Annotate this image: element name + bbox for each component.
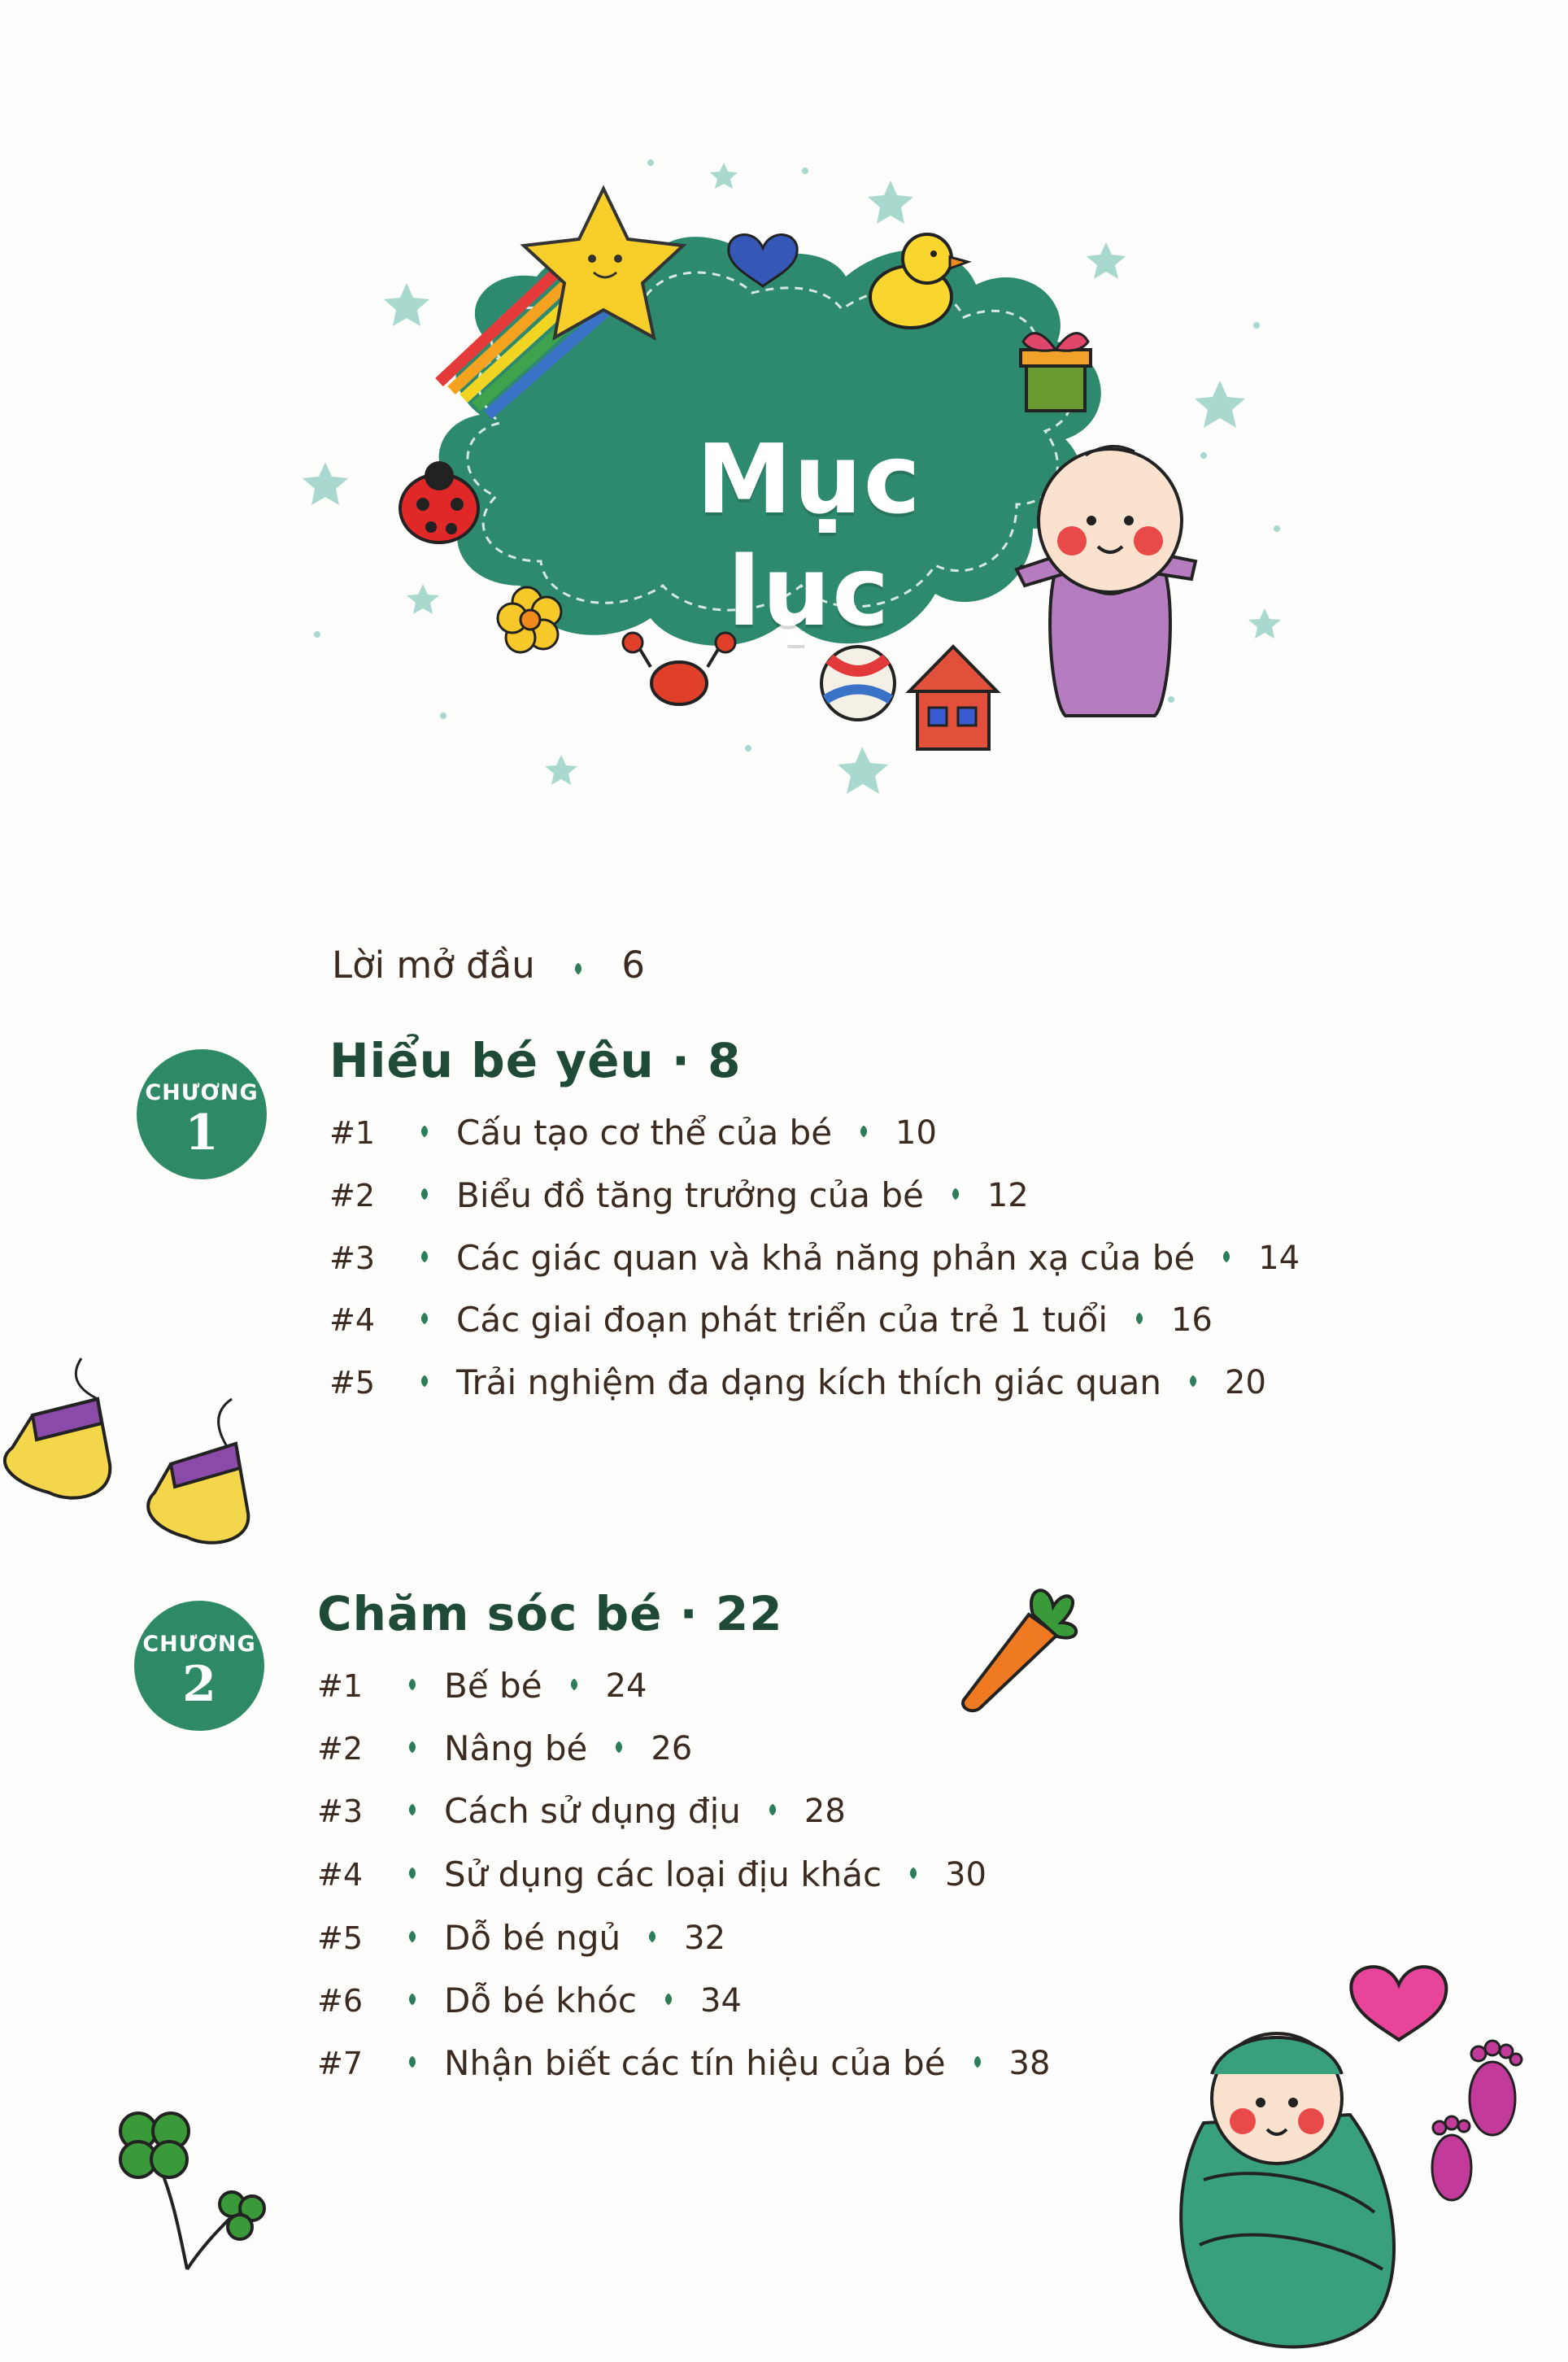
entry-number: #3 bbox=[329, 1240, 376, 1276]
entry-number: #5 bbox=[329, 1364, 376, 1401]
entry-label: Cấu tạo cơ thể của bé bbox=[456, 1113, 833, 1153]
entry-number: #1 bbox=[317, 1667, 364, 1704]
leaf-separator-icon bbox=[571, 961, 586, 976]
swaddled-baby-icon bbox=[1155, 1936, 1561, 2359]
entry-page: 16 bbox=[1170, 1301, 1213, 1339]
entry-number: #7 bbox=[317, 2045, 364, 2081]
chapter-badge-2 bbox=[134, 1601, 264, 1731]
chapter-badge-number: 1 bbox=[185, 1105, 219, 1161]
entry-page: 10 bbox=[895, 1113, 937, 1152]
entry-page: 30 bbox=[945, 1855, 987, 1894]
leaf-separator-icon bbox=[405, 1866, 420, 1880]
entry-number: #1 bbox=[329, 1114, 376, 1151]
leaf-separator-icon bbox=[417, 1124, 432, 1139]
leaf-separator-icon bbox=[970, 2055, 985, 2069]
toc-entry[interactable] bbox=[317, 1981, 742, 2020]
toc-entry[interactable] bbox=[329, 1175, 1029, 1215]
entry-number: #2 bbox=[317, 1730, 364, 1767]
entry-number: #4 bbox=[317, 1856, 364, 1893]
leaf-separator-icon bbox=[567, 1677, 581, 1692]
leaf-separator-icon bbox=[948, 1187, 963, 1201]
leaf-separator-icon bbox=[906, 1866, 921, 1880]
intro-label: Lời mở đầu bbox=[332, 943, 535, 987]
entry-page: 14 bbox=[1258, 1239, 1300, 1277]
carrot-icon bbox=[952, 1578, 1090, 1724]
leaf-separator-icon bbox=[405, 1740, 420, 1754]
intro-entry[interactable] bbox=[332, 943, 645, 987]
entry-label: Nhận biết các tín hiệu của bé bbox=[444, 2043, 946, 2083]
house-icon bbox=[909, 647, 997, 749]
leaf-separator-icon bbox=[661, 1992, 676, 2007]
leaf-separator-icon bbox=[1186, 1374, 1200, 1388]
entry-page: 28 bbox=[804, 1792, 846, 1830]
entry-page: 38 bbox=[1008, 2044, 1051, 2082]
entry-label: Nâng bé bbox=[444, 1728, 588, 1768]
footprints-icon bbox=[1432, 2041, 1522, 2200]
entry-page: 20 bbox=[1225, 1363, 1266, 1401]
toc-entry[interactable] bbox=[317, 2043, 1050, 2083]
entry-page: 32 bbox=[684, 1919, 726, 1957]
leaf-separator-icon bbox=[417, 1374, 432, 1388]
chapter-badge-label: CHƯƠNG bbox=[142, 1632, 256, 1657]
toc-entry[interactable] bbox=[317, 1918, 725, 1958]
chapter-title-1[interactable]: Hiểu bé yêu · 8 bbox=[329, 1033, 742, 1088]
leaf-separator-icon bbox=[417, 1187, 432, 1201]
entry-page: 26 bbox=[651, 1729, 693, 1767]
heart-icon bbox=[1351, 1967, 1446, 2040]
leaf-separator-icon bbox=[417, 1249, 432, 1264]
entry-label: Dỗ bé ngủ bbox=[444, 1918, 621, 1958]
chapter-title-2[interactable]: Chăm sóc bé · 22 bbox=[317, 1586, 783, 1641]
leaf-separator-icon bbox=[405, 1677, 420, 1692]
leaf-separator-icon bbox=[1132, 1311, 1147, 1326]
leaf-separator-icon bbox=[405, 1929, 420, 1944]
toc-entry[interactable] bbox=[329, 1300, 1213, 1340]
toc-entry[interactable] bbox=[329, 1113, 937, 1153]
entry-label: Các giác quan và khả năng phản xạ của bé bbox=[456, 1238, 1196, 1278]
entry-number: #5 bbox=[317, 1920, 364, 1956]
leaf-separator-icon bbox=[612, 1740, 626, 1754]
page-title: Mục lục bbox=[696, 423, 922, 647]
socks-icon bbox=[0, 1342, 293, 1570]
entry-number: #3 bbox=[317, 1793, 364, 1829]
flower-icon bbox=[498, 587, 561, 652]
leaf-separator-icon bbox=[405, 2055, 420, 2069]
toc-entry[interactable] bbox=[317, 1791, 846, 1831]
entry-label: Các giai đoạn phát triển của trẻ 1 tuổi bbox=[456, 1300, 1108, 1340]
ball-icon bbox=[821, 647, 895, 720]
leaf-separator-icon bbox=[765, 1802, 780, 1817]
entry-label: Cách sử dụng địu bbox=[444, 1791, 741, 1831]
entry-label: Trải nghiệm đa dạng kích thích giác quan bbox=[456, 1362, 1161, 1402]
entry-label: Biểu đồ tăng trưởng của bé bbox=[456, 1175, 924, 1215]
toc-entry[interactable] bbox=[317, 1666, 647, 1706]
toc-entry[interactable] bbox=[329, 1362, 1266, 1402]
entry-label: Dỗ bé khóc bbox=[444, 1981, 637, 2020]
chapter-badge-1 bbox=[137, 1049, 267, 1179]
chapter-badge-number: 2 bbox=[182, 1656, 216, 1713]
chapter-badge-label: CHƯƠNG bbox=[145, 1080, 259, 1105]
leaf-separator-icon bbox=[645, 1929, 660, 1944]
leaf-separator-icon bbox=[1219, 1249, 1234, 1264]
entry-page: 34 bbox=[700, 1981, 742, 2020]
leaf-separator-icon bbox=[405, 1992, 420, 2007]
clover-icon bbox=[98, 2066, 277, 2277]
leaf-separator-icon bbox=[856, 1124, 871, 1139]
entry-number: #2 bbox=[329, 1177, 376, 1214]
toc-entry[interactable] bbox=[317, 1728, 692, 1768]
toc-entry[interactable] bbox=[317, 1854, 987, 1894]
intro-page: 6 bbox=[621, 943, 646, 987]
entry-number: #4 bbox=[329, 1301, 376, 1338]
entry-page: 12 bbox=[987, 1176, 1029, 1214]
entry-number: #6 bbox=[317, 1982, 364, 2019]
entry-label: Sử dụng các loại địu khác bbox=[444, 1854, 882, 1894]
entry-label: Bế bé bbox=[444, 1666, 542, 1706]
leaf-separator-icon bbox=[417, 1311, 432, 1326]
leaf-separator-icon bbox=[405, 1802, 420, 1817]
toc-entry[interactable] bbox=[329, 1238, 1300, 1278]
entry-page: 24 bbox=[605, 1667, 647, 1705]
